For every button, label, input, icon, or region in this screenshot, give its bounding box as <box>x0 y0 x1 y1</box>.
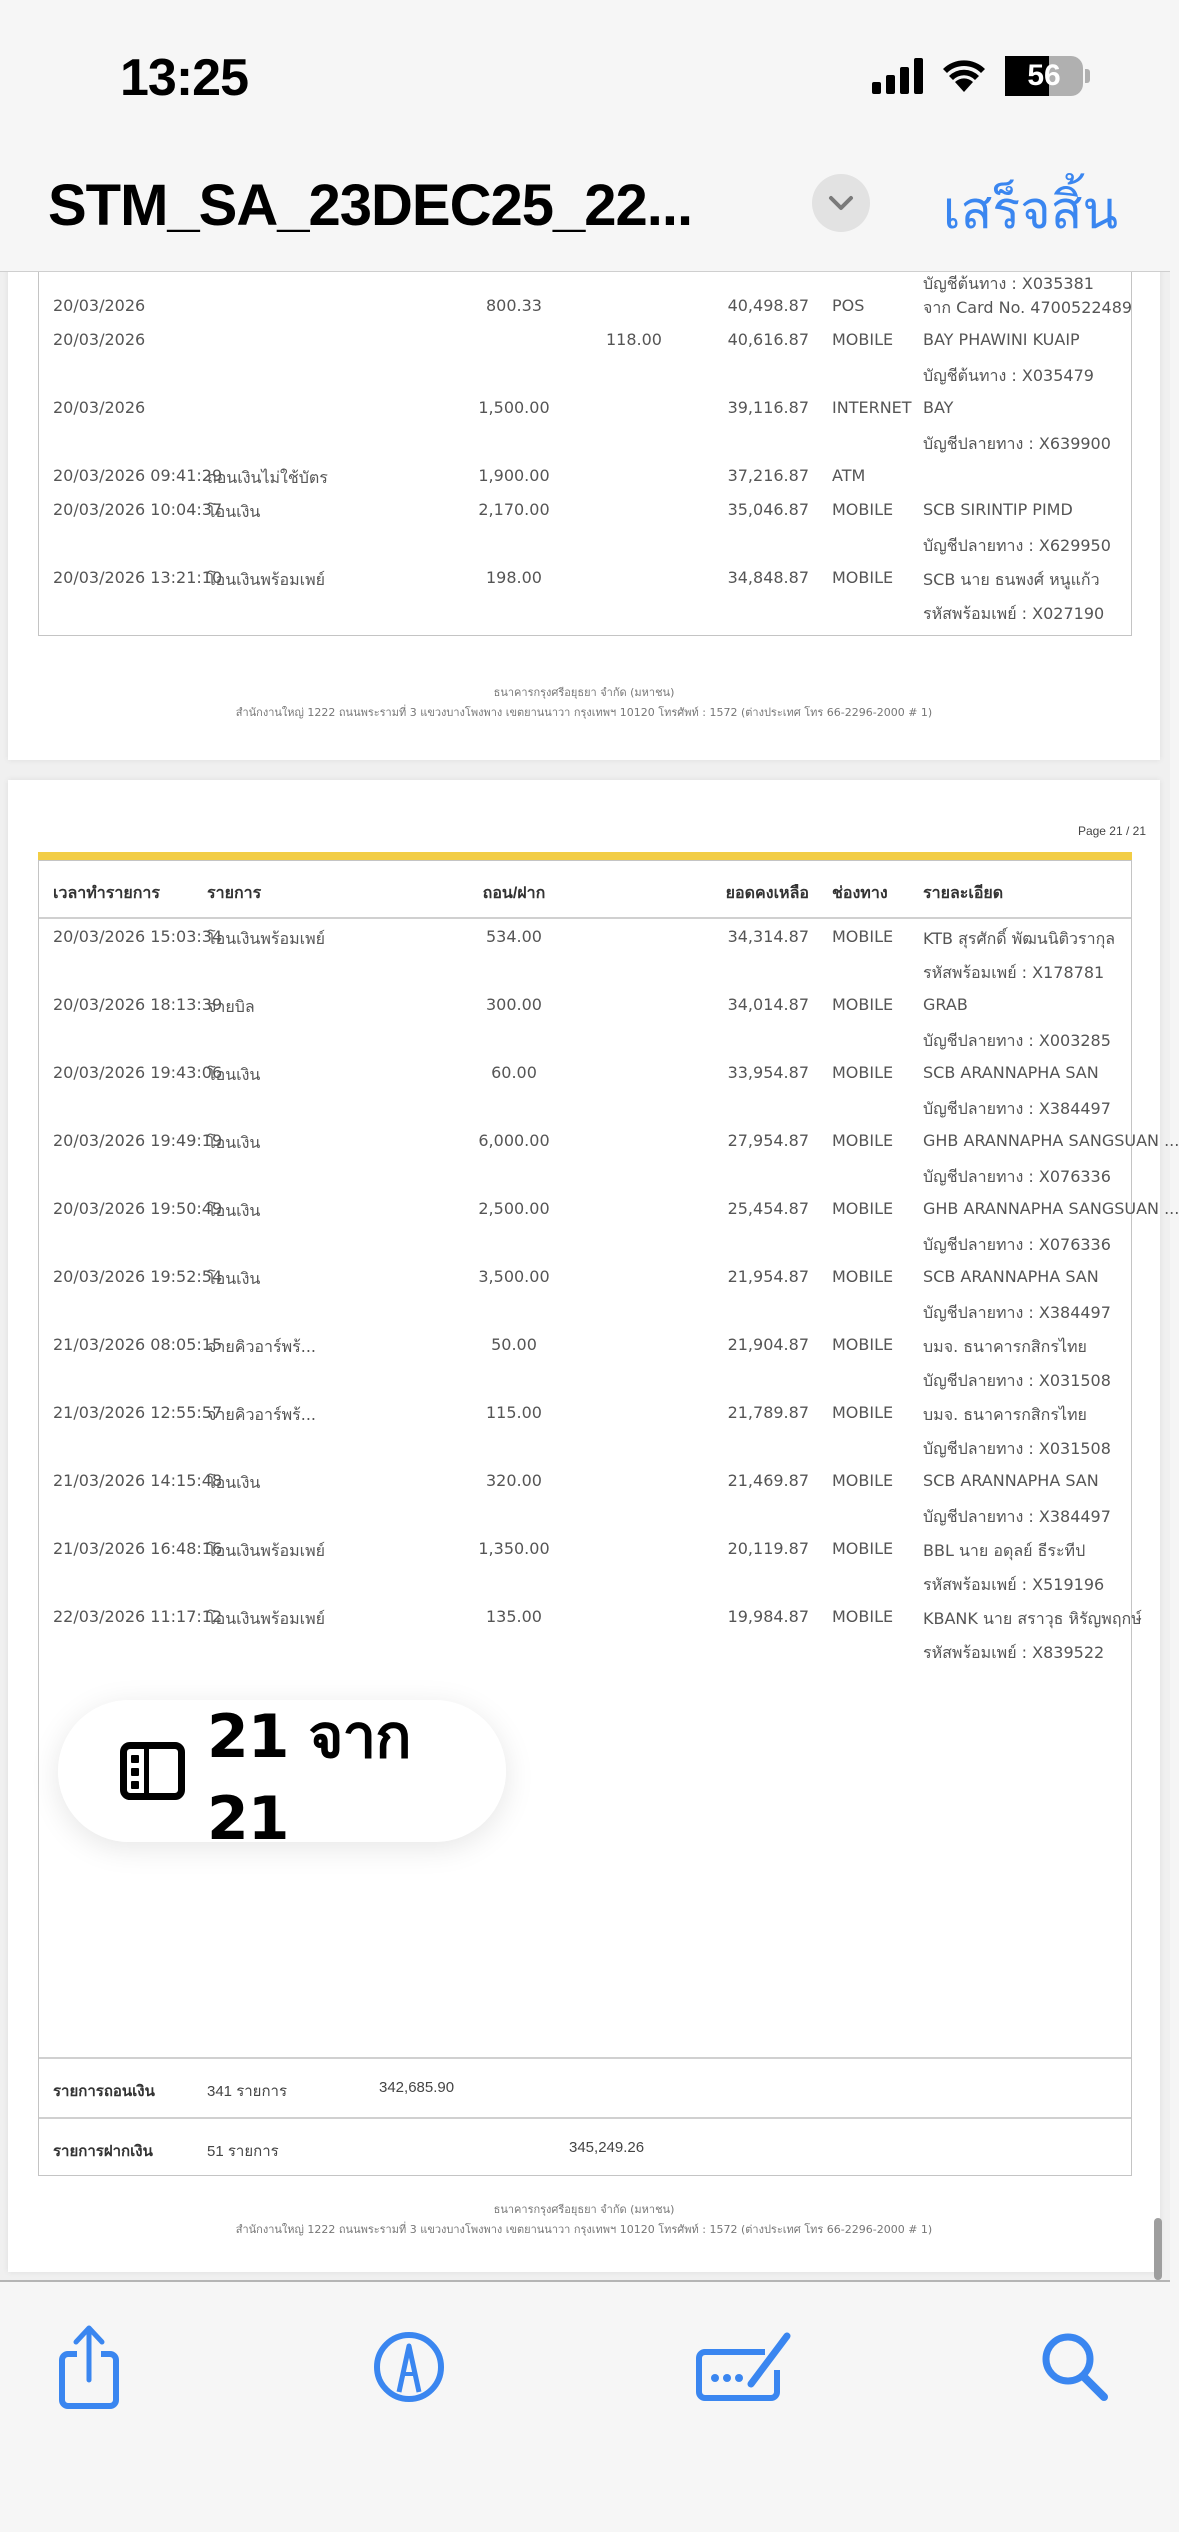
row-deposit: 118.00 <box>606 330 662 349</box>
row-description: จ่ายคิวอาร์พร้... <box>207 1337 317 1356</box>
row-amount: 300.00 <box>486 995 542 1014</box>
footer-bank-name: ธนาคารกรุงศรีอยุธยา จำกัด (มหาชน) <box>493 686 675 699</box>
thumbnail-sidebar-icon <box>120 1742 185 1800</box>
row-channel: MOBILE <box>832 1063 894 1082</box>
row-time: 22/03/2026 11:17:12 <box>53 1607 223 1626</box>
table-row <box>39 1403 1131 1471</box>
table-row <box>39 1199 1179 1267</box>
table-row <box>39 927 1131 995</box>
row-balance: 34,848.87 <box>727 568 809 587</box>
table-row <box>39 1335 1131 1403</box>
row-description: จ่ายบิล <box>207 997 255 1016</box>
row-detail-account: บัญชีต้นทาง : X035479 <box>923 366 1094 385</box>
row-detail: GRAB <box>923 995 968 1014</box>
row-description: โอนเงินพร้อมเพย์ <box>207 1541 326 1560</box>
row-description: โอนเงิน <box>207 1065 261 1084</box>
row-detail-account: รหัสพร้อมเพย์ : X839522 <box>923 1643 1105 1662</box>
row-time: 20/03/2026 09:41:29 <box>53 466 223 485</box>
row-balance: 40,616.87 <box>727 330 809 349</box>
row-balance: 19,984.87 <box>727 1607 809 1626</box>
row-detail-account: บัญชีต้นทาง : X035381 <box>923 274 1094 293</box>
header-detail: รายละเอียด <box>923 885 1004 902</box>
row-time: 20/03/2026 19:49:19 <box>53 1131 223 1150</box>
row-balance: 21,789.87 <box>727 1403 809 1422</box>
summary-deposit-row <box>39 2117 1131 2175</box>
row-channel: ATM <box>832 466 866 485</box>
header-description: รายการ <box>207 885 262 902</box>
header-time: เวลาทำรายการ <box>53 885 160 902</box>
row-time: 20/03/2026 15:03:34 <box>53 927 223 946</box>
row-time: 21/03/2026 08:05:15 <box>53 1335 223 1354</box>
row-detail: SCB ARANNAPHA SAN <box>923 1471 1099 1490</box>
row-description: โอนเงิน <box>207 1201 261 1220</box>
row-time: 21/03/2026 12:55:57 <box>53 1403 223 1422</box>
markup-icon <box>372 2330 446 2404</box>
header-channel: ช่องทาง <box>832 885 888 902</box>
row-time: 20/03/2026 19:52:54 <box>53 1267 223 1286</box>
footer-address: สำนักงานใหญ่ 1222 ถนนพระรามที่ 3 แขวงบางโพงพาง เขตยานนาวา กรุงเทพฯ 10120 โทรศัพท์ : 1572 (ต่างประเทศ โทร 66-2296-2000 # 1) <box>235 706 933 719</box>
row-time: 20/03/2026 18:13:39 <box>53 995 223 1014</box>
pdf-page-previous <box>8 252 1160 760</box>
row-channel: MOBILE <box>832 927 894 946</box>
search-button[interactable] <box>1030 2322 1120 2412</box>
search-icon <box>1040 2331 1110 2403</box>
document-title[interactable]: STM_SA_23DEC25_22... <box>48 173 693 238</box>
status-icons <box>872 56 1090 96</box>
row-detail: BAY PHAWINI KUAIP <box>923 330 1080 349</box>
row-amount: 320.00 <box>486 1471 542 1490</box>
row-detail-account: บัญชีปลายทาง : X031508 <box>923 1371 1111 1390</box>
footer-address: สำนักงานใหญ่ 1222 ถนนพระรามที่ 3 แขวงบางโพงพาง เขตยานนาวา กรุงเทพฯ 10120 โทรศัพท์ : 1572 (ต่างประเทศ โทร 66-2296-2000 # 1) <box>235 2223 933 2236</box>
summary-withdraw-row <box>39 2057 1131 2115</box>
row-time: 20/03/2026 <box>53 330 146 349</box>
row-balance: 25,454.87 <box>727 1199 809 1218</box>
row-amount: 6,000.00 <box>478 1131 550 1150</box>
row-amount: 2,500.00 <box>478 1199 550 1218</box>
row-balance: 40,498.87 <box>727 296 809 315</box>
status-bar <box>0 0 1170 150</box>
row-amount: 800.33 <box>486 296 542 315</box>
row-description: โอนเงินพร้อมเพย์ <box>207 1609 326 1628</box>
row-time: 20/03/2026 19:50:49 <box>53 1199 223 1218</box>
row-amount: 115.00 <box>486 1403 542 1422</box>
row-time: 20/03/2026 19:43:06 <box>53 1063 223 1082</box>
document-viewport[interactable] <box>0 272 1179 2280</box>
page-footer <box>8 683 1160 723</box>
row-detail: BAY <box>923 398 954 417</box>
footer-bank-name: ธนาคารกรุงศรีอยุธยา จำกัด (มหาชน) <box>493 2203 675 2216</box>
battery-icon <box>1005 56 1083 96</box>
row-description: โอนเงิน <box>207 1269 261 1288</box>
title-menu-button[interactable] <box>812 174 870 232</box>
row-amount: 50.00 <box>491 1335 537 1354</box>
row-detail-account: บัญชีปลายทาง : X639900 <box>923 434 1111 453</box>
row-balance: 35,046.87 <box>727 500 809 519</box>
row-description: โอนเงินพร้อมเพย์ <box>207 570 326 589</box>
row-balance: 21,904.87 <box>727 1335 809 1354</box>
table-row <box>39 1131 1179 1199</box>
row-detail: GHB ARANNAPHA SANGSUAN ... <box>923 1199 1179 1218</box>
row-channel: INTERNET <box>832 398 912 417</box>
row-description: โอนเงิน <box>207 1133 261 1152</box>
row-balance: 39,116.87 <box>727 398 809 417</box>
row-amount: 1,350.00 <box>478 1539 550 1558</box>
row-detail: จาก Card No. 4700522489 <box>923 298 1133 317</box>
row-time: 20/03/2026 <box>53 398 146 417</box>
table-row <box>39 500 1131 568</box>
table-row <box>39 330 1131 398</box>
transaction-table <box>38 860 1179 2176</box>
row-balance: 34,014.87 <box>727 995 809 1014</box>
row-balance: 37,216.87 <box>727 466 809 485</box>
row-detail: SCB นาย ธนพงศ์ หนูแก้ว <box>923 570 1100 589</box>
summary-withdraw-label: รายการถอนเงิน <box>53 2083 155 2100</box>
page-indicator[interactable] <box>58 1700 506 1854</box>
table-row <box>39 995 1131 1063</box>
row-detail: บมจ. ธนาคารกสิกรไทย <box>923 1405 1087 1424</box>
row-amount: 198.00 <box>486 568 542 587</box>
summary-deposit-label: รายการฝากเงิน <box>53 2143 153 2160</box>
wifi-icon <box>941 58 987 94</box>
row-channel: MOBILE <box>832 1335 894 1354</box>
row-balance: 20,119.87 <box>727 1539 809 1558</box>
battery-tip <box>1085 69 1090 83</box>
summary-deposit-total: 345,249.26 <box>569 2139 645 2156</box>
markup-button[interactable] <box>364 2322 454 2412</box>
row-time: 21/03/2026 16:48:16 <box>53 1539 223 1558</box>
row-detail-account: บัญชีปลายทาง : X384497 <box>923 1303 1111 1322</box>
fill-sign-button[interactable] <box>692 2322 802 2412</box>
row-detail-account: บัญชีปลายทาง : X384497 <box>923 1099 1111 1118</box>
row-detail: SCB SIRINTIP PIMD <box>923 500 1073 519</box>
table-header <box>39 861 1131 919</box>
row-channel: MOBILE <box>832 1131 894 1150</box>
header-accent-bar <box>38 852 1132 860</box>
row-detail-account: บัญชีปลายทาง : X384497 <box>923 1507 1111 1526</box>
row-channel: MOBILE <box>832 995 894 1014</box>
row-description: โอนเงิน <box>207 1473 261 1492</box>
table-row <box>39 1267 1131 1335</box>
row-channel: MOBILE <box>832 1471 894 1490</box>
row-description: ถอนเงินไม่ใช้บัตร <box>207 468 328 487</box>
row-detail: KTB สุรศักดิ์ พัฒนนิติวรากุล <box>923 929 1116 948</box>
table-row <box>39 1607 1142 1675</box>
summary-withdraw-total: 342,685.90 <box>379 2079 455 2096</box>
row-amount: 135.00 <box>486 1607 542 1626</box>
summary-withdraw-count: 341 รายการ <box>207 2083 288 2100</box>
chevron-down-icon <box>828 194 854 212</box>
row-balance: 34,314.87 <box>727 927 809 946</box>
row-balance: 21,469.87 <box>727 1471 809 1490</box>
row-detail: SCB ARANNAPHA SAN <box>923 1267 1099 1286</box>
row-amount: 2,170.00 <box>478 500 550 519</box>
table-row <box>39 1471 1131 1539</box>
row-detail: BBL นาย อดุลย์ ธีระทีป <box>923 1541 1086 1560</box>
table-row <box>39 1539 1131 1607</box>
row-detail-account: รหัสพร้อมเพย์ : X178781 <box>923 963 1105 982</box>
row-channel: MOBILE <box>832 1403 894 1422</box>
row-detail-account: บัญชีปลายทาง : X076336 <box>923 1235 1111 1254</box>
row-detail: SCB ARANNAPHA SAN <box>923 1063 1099 1082</box>
row-balance: 27,954.87 <box>727 1131 809 1150</box>
signature-form-icon <box>695 2332 799 2402</box>
row-detail-account: รหัสพร้อมเพย์ : X027190 <box>923 604 1105 623</box>
row-detail-account: บัญชีปลายทาง : X003285 <box>923 1031 1111 1050</box>
table-row <box>39 398 1131 466</box>
row-detail-account: บัญชีปลายทาง : X031508 <box>923 1439 1111 1458</box>
row-channel: MOBILE <box>832 1199 894 1218</box>
page-indicator-text: 21 จาก 21 <box>206 1701 411 1854</box>
done-button[interactable]: เสร็จสิ้น <box>942 181 1118 241</box>
page-number-label: Page 21 / 21 <box>1077 824 1146 838</box>
row-amount: 1,900.00 <box>478 466 550 485</box>
bottom-toolbar <box>0 2280 1170 2532</box>
row-channel: POS <box>832 296 865 315</box>
row-time: 20/03/2026 13:21:10 <box>53 568 223 587</box>
table-row <box>39 1063 1131 1131</box>
navigation-bar <box>0 150 1170 272</box>
transaction-table-previous <box>38 252 1132 636</box>
table-row <box>39 568 1131 636</box>
row-detail-account: บัญชีปลายทาง : X076336 <box>923 1167 1111 1186</box>
share-icon <box>54 2324 124 2410</box>
row-detail: GHB ARANNAPHA SANGSUAN ... <box>923 1131 1179 1150</box>
cellular-signal-icon <box>872 58 923 94</box>
row-balance: 33,954.87 <box>727 1063 809 1082</box>
pdf-page-current <box>8 780 1179 2272</box>
row-detail-account: รหัสพร้อมเพย์ : X519196 <box>923 1575 1105 1594</box>
row-channel: MOBILE <box>832 500 894 519</box>
row-amount: 534.00 <box>486 927 542 946</box>
battery-percent: 56 <box>1027 59 1061 92</box>
summary-deposit-count: 51 รายการ <box>207 2143 279 2160</box>
row-channel: MOBILE <box>832 1539 894 1558</box>
row-channel: MOBILE <box>832 330 894 349</box>
row-balance: 21,954.87 <box>727 1267 809 1286</box>
scrollbar-thumb[interactable] <box>1154 2218 1162 2280</box>
page-footer <box>8 2200 1160 2240</box>
row-description: โอนเงิน <box>207 502 261 521</box>
row-description: โอนเงินพร้อมเพย์ <box>207 929 326 948</box>
row-time: 20/03/2026 10:04:37 <box>53 500 223 519</box>
header-amount: ถอน/ฝาก <box>482 885 546 902</box>
row-detail: KBANK นาย สราวุธ หิรัญพฤกษ์ <box>923 1609 1142 1628</box>
status-time: 13:25 <box>120 49 248 107</box>
row-channel: MOBILE <box>832 568 894 587</box>
row-detail: บมจ. ธนาคารกสิกรไทย <box>923 1337 1087 1356</box>
row-amount: 3,500.00 <box>478 1267 550 1286</box>
row-amount: 1,500.00 <box>478 398 550 417</box>
row-channel: MOBILE <box>832 1267 894 1286</box>
row-time: 21/03/2026 14:15:48 <box>53 1471 223 1490</box>
row-channel: MOBILE <box>832 1607 894 1626</box>
row-detail-account: บัญชีปลายทาง : X629950 <box>923 536 1111 555</box>
header-balance: ยอดคงเหลือ <box>725 885 809 902</box>
row-amount: 60.00 <box>491 1063 537 1082</box>
row-time: 20/03/2026 <box>53 296 146 315</box>
row-description: จ่ายคิวอาร์พร้... <box>207 1405 317 1424</box>
share-button[interactable] <box>44 2322 134 2412</box>
